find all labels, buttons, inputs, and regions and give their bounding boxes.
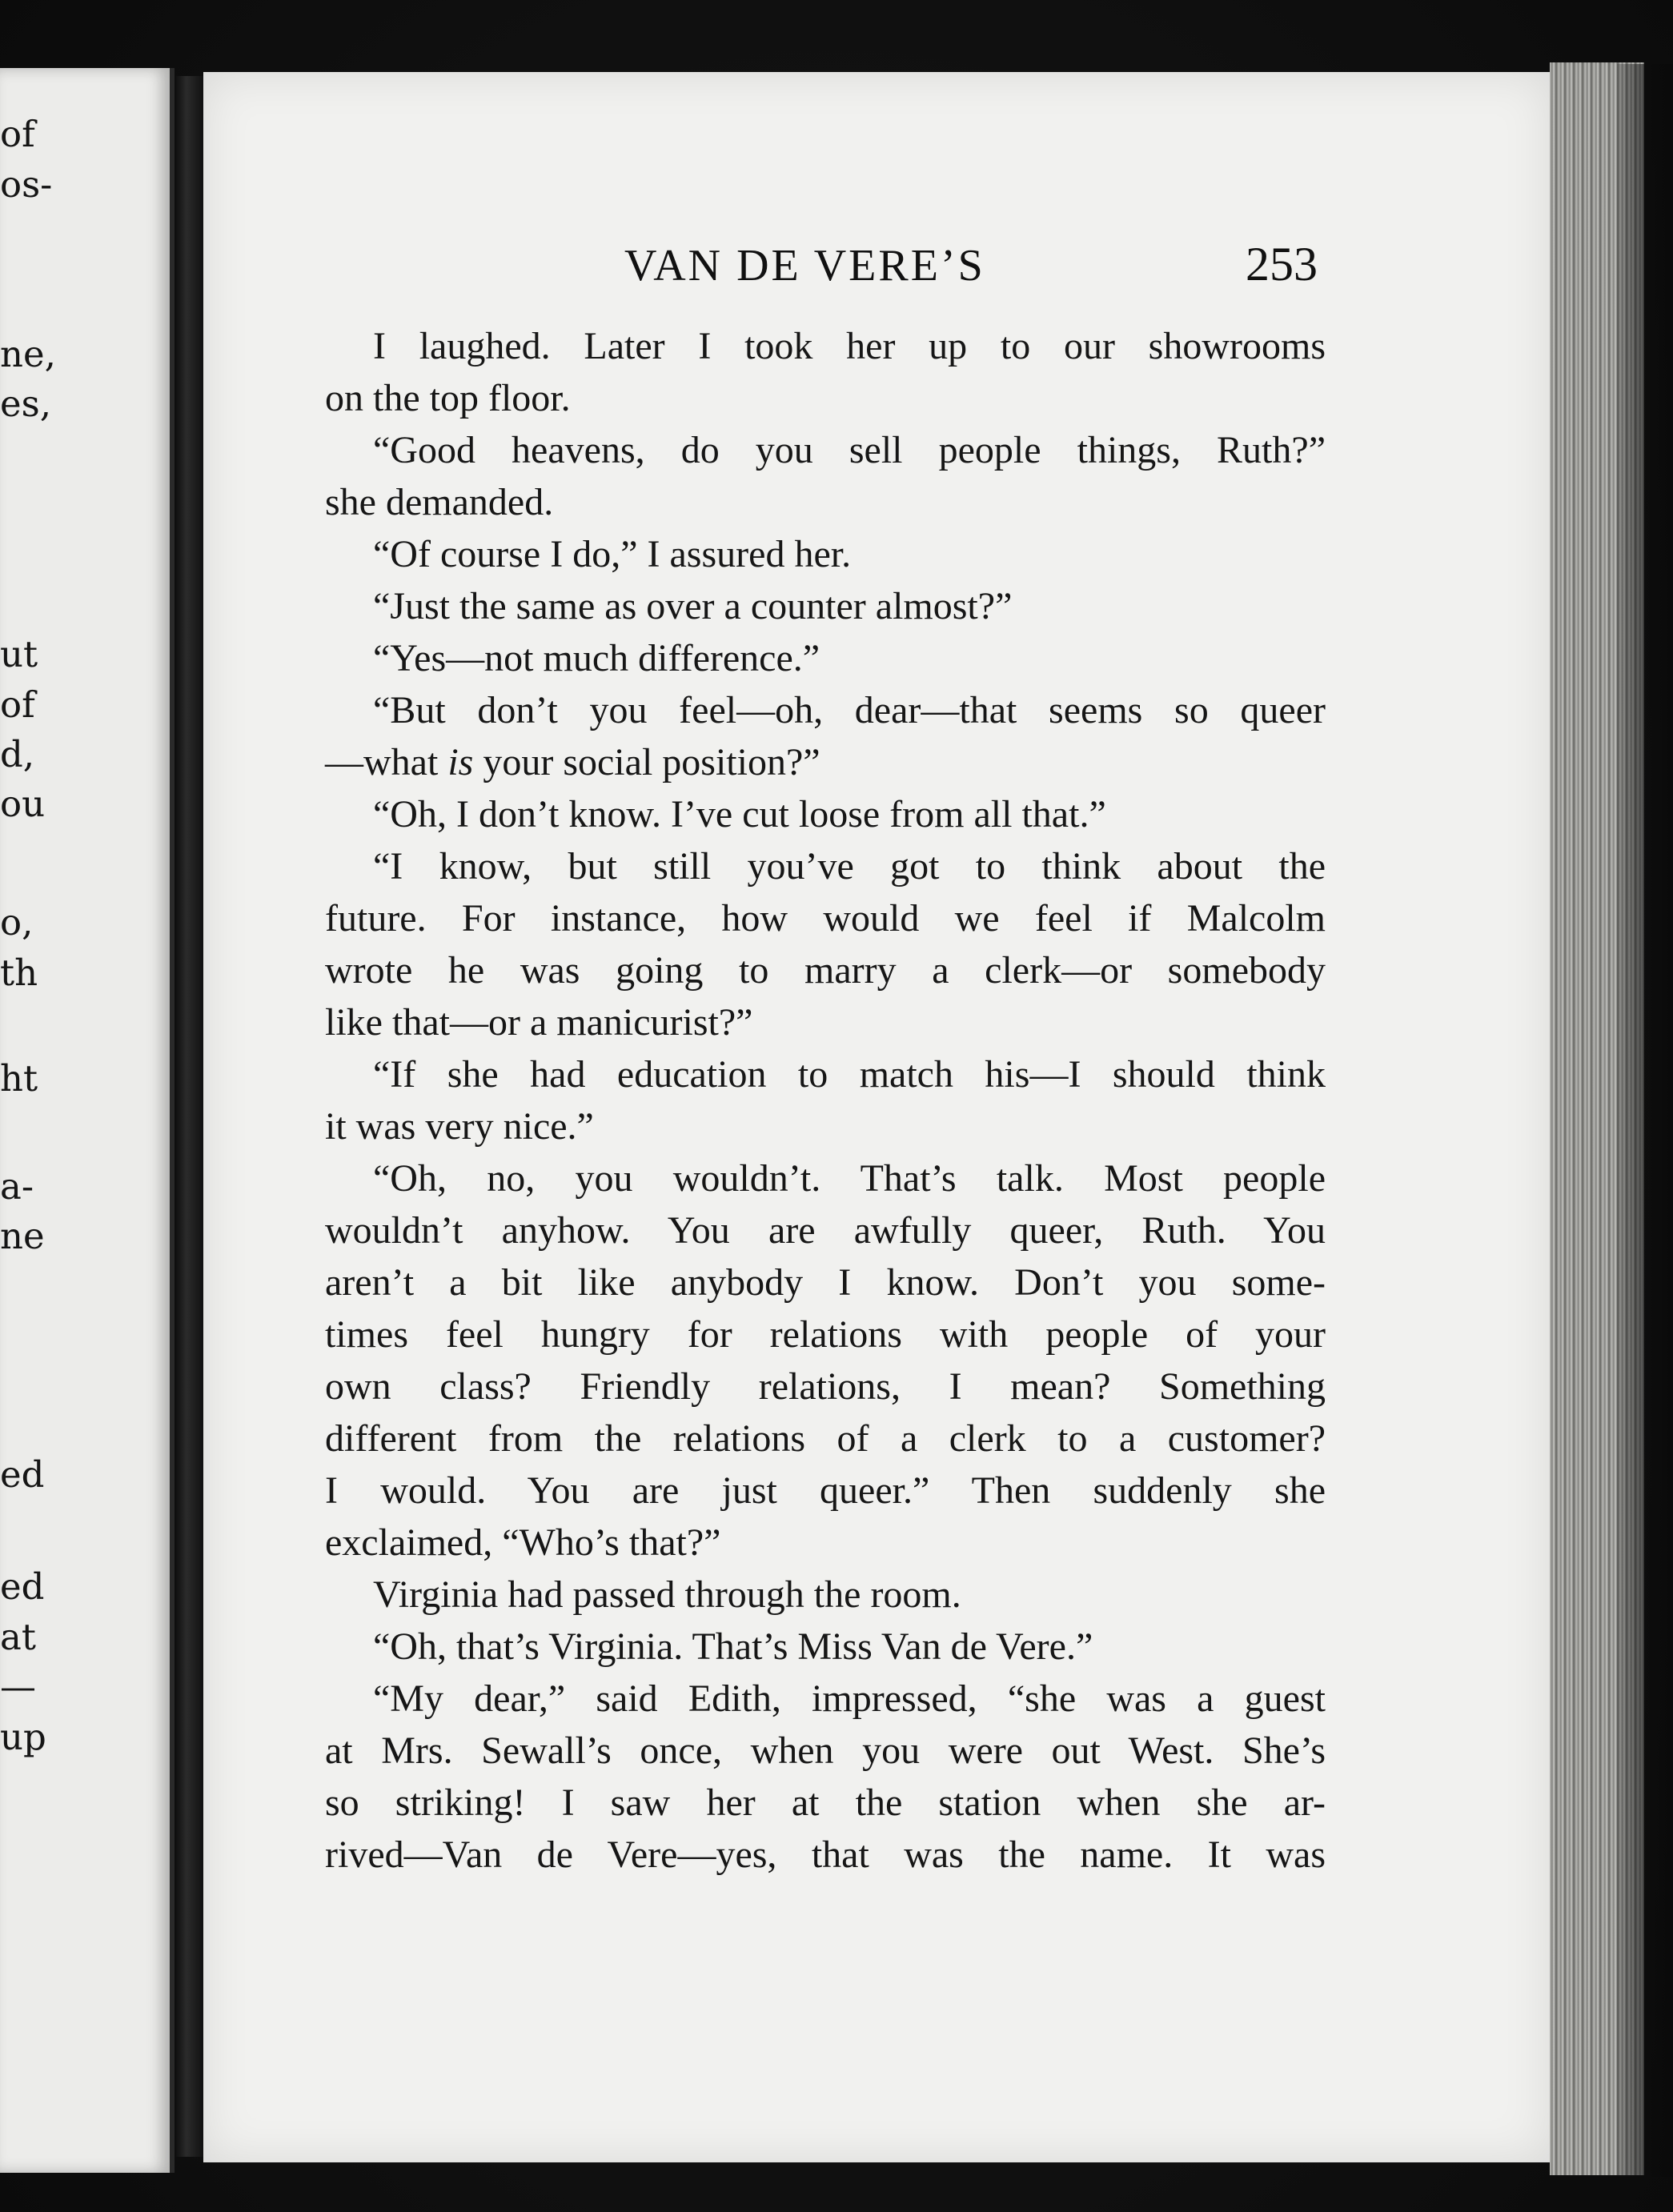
- text-segment: your social position?”: [473, 741, 820, 783]
- text-line: Virginia had passed through the room.: [373, 1573, 961, 1616]
- previous-page-line-end: a-: [0, 1165, 34, 1208]
- previous-page-line-end: os-: [0, 163, 53, 206]
- text-line: own class? Friendly relations, I mean? Something: [325, 1365, 1326, 1408]
- text-line: “But don’t you feel—oh, dear—that seems so queer: [373, 689, 1326, 731]
- text-line: times feel hungry for relations with people of your: [325, 1313, 1326, 1356]
- text-line: future. For instance, how would we feel if Malcolm: [325, 897, 1326, 940]
- body-text: [325, 320, 1326, 1881]
- previous-page-line-end: —: [0, 1665, 36, 1708]
- previous-page-line-end: of: [0, 113, 35, 155]
- text-line: it was very nice.”: [325, 1105, 594, 1148]
- previous-page-line-end: ut: [0, 633, 38, 675]
- text-line: [325, 736, 1326, 788]
- text-line: “If she had education to match his—I should think: [373, 1053, 1326, 1096]
- page-number: 253: [1246, 238, 1318, 291]
- text-line: wouldn’t anyhow. You are awfully queer, Ruth. You: [325, 1209, 1326, 1252]
- previous-page-line-end: ht: [0, 1057, 38, 1100]
- running-head: VAN DE VERE’S: [624, 241, 985, 291]
- text-line: she demanded.: [325, 481, 554, 523]
- text-line: “Yes—not much difference.”: [373, 637, 820, 679]
- text-line: “Oh, no, you wouldn’t. That’s talk. Most people: [373, 1157, 1326, 1200]
- text-line: I laughed. Later I took her up to our showrooms: [373, 325, 1326, 367]
- previous-page-line-end: at: [0, 1616, 36, 1658]
- text-line: “My dear,” said Edith, impressed, “she was a guest: [373, 1677, 1326, 1720]
- book-gutter: [175, 76, 205, 2157]
- previous-page-line-end: of: [0, 683, 35, 726]
- text-line: exclaimed, “Who’s that?”: [325, 1521, 721, 1564]
- previous-page-fragment: [0, 68, 175, 2173]
- text-line: so striking! I saw her at the station when she ar-: [325, 1781, 1326, 1824]
- text-line: rived—Van de Vere—yes, that was the name. It was: [325, 1833, 1326, 1876]
- text-line: “Just the same as over a counter almost?”: [373, 585, 1013, 627]
- previous-page-line-end: ne: [0, 1215, 45, 1257]
- text-line: wrote he was going to marry a clerk—or somebody: [325, 949, 1326, 992]
- previous-page-line-end: up: [0, 1716, 46, 1758]
- text-line: “Oh, I don’t know. I’ve cut loose from all that.”: [373, 793, 1106, 836]
- text-line: like that—or a manicurist?”: [325, 1001, 753, 1044]
- text-line: I would. You are just queer.” Then suddenly she: [325, 1469, 1326, 1512]
- page-edge-shadow: [1617, 64, 1673, 2177]
- text-line: aren’t a bit like anybody I know. Don’t you some-: [325, 1261, 1326, 1304]
- text-line: different from the relations of a clerk to a customer?: [325, 1417, 1326, 1460]
- previous-page-line-end: es,: [0, 383, 52, 425]
- text-line: “Of course I do,” I assured her.: [373, 533, 852, 575]
- text-line: “I know, but still you’ve got to think about the: [373, 845, 1326, 888]
- previous-page-line-end: th: [0, 952, 38, 994]
- previous-page-line-end: ne,: [0, 333, 56, 375]
- italic-word: is: [447, 741, 474, 783]
- previous-page-line-end: ed: [0, 1453, 45, 1496]
- text-line: on the top floor.: [325, 377, 571, 419]
- text-segment: —what: [325, 741, 448, 783]
- previous-page-line-end: ed: [0, 1565, 45, 1608]
- previous-page-line-end: ou: [0, 783, 46, 825]
- text-line: at Mrs. Sewall’s once, when you were out West. She’s: [325, 1729, 1326, 1772]
- text-line: “Oh, that’s Virginia. That’s Miss Van de Vere.”: [373, 1625, 1093, 1668]
- previous-page-line-end: o,: [0, 901, 34, 944]
- text-line: “Good heavens, do you sell people things, Ruth?”: [373, 429, 1326, 471]
- previous-page-line-end: d,: [0, 733, 35, 775]
